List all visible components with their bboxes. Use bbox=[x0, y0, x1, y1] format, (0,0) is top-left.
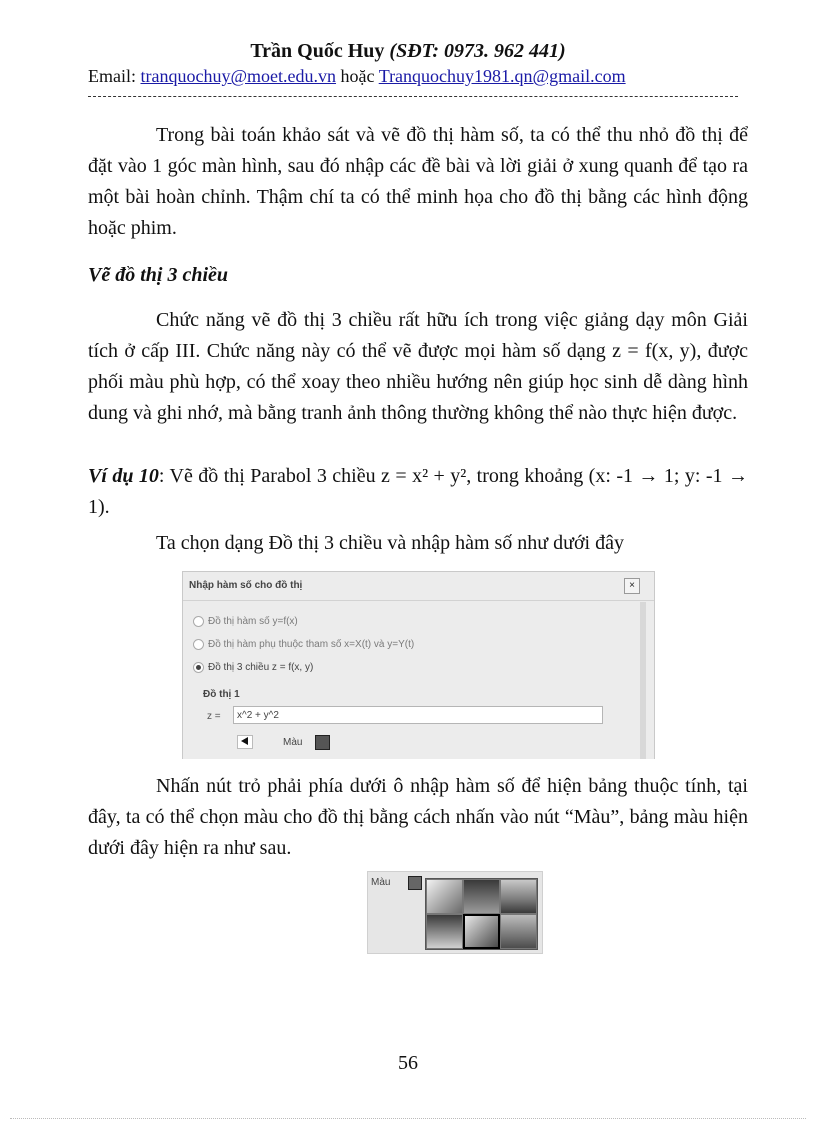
z-label: z = bbox=[207, 711, 221, 722]
radio-checked-icon bbox=[193, 662, 204, 673]
palette-color-label: Màu bbox=[371, 877, 391, 888]
email-or: hoặc bbox=[340, 66, 375, 86]
palette-cell[interactable] bbox=[463, 914, 500, 949]
function-input-dialog bbox=[182, 571, 655, 759]
radio-icon bbox=[193, 639, 204, 650]
radio-option-3d[interactable] bbox=[193, 662, 313, 673]
radio-option-parametric[interactable] bbox=[193, 639, 414, 650]
palette-grid bbox=[425, 878, 538, 950]
color-label: Màu bbox=[283, 737, 303, 748]
paragraph-intro: Trong bài toán khảo sát và vẽ đồ thị hàm số, ta có thể thu nhỏ đồ thị để đặt vào 1 góc màn hình, sau đó nhập các đề bài và lời giải ở xung quanh để tạo ra một bài hoàn chỉnh. Thậm chí ta có thể minh họa cho đồ thị bằng các hình động hoặc phim. bbox=[88, 124, 748, 239]
radio-label: Đồ thị hàm số y=f(x) bbox=[208, 616, 298, 627]
email-link-2[interactable]: Tranquochuy1981.qn@gmail.com bbox=[378, 66, 626, 86]
example-text: : Vẽ đồ thị Parabol 3 chiều z = x² + y², trong khoảng (x: -1 → 1; y: -1 → 1). bbox=[88, 465, 748, 518]
color-palette-popup bbox=[367, 871, 543, 954]
dialog-title: Nhập hàm số cho đồ thị bbox=[189, 580, 303, 591]
color-swatch-button[interactable] bbox=[315, 735, 330, 750]
graph-section-label: Đồ thị 1 bbox=[203, 689, 240, 700]
email-label: Email: bbox=[88, 66, 136, 86]
palette-cell[interactable] bbox=[426, 879, 463, 914]
author-phone: (SĐT: 0973. 962 441) bbox=[389, 40, 566, 62]
function-input[interactable]: x^2 + y^2 bbox=[233, 706, 603, 724]
palette-cell[interactable] bbox=[500, 879, 537, 914]
palette-cell[interactable] bbox=[463, 879, 500, 914]
footer-divider bbox=[10, 1118, 806, 1119]
example-label: Ví dụ 10 bbox=[88, 465, 159, 487]
radio-icon bbox=[193, 616, 204, 627]
email-link-1[interactable]: tranquochuy@moet.edu.vn bbox=[140, 66, 337, 86]
palette-cell[interactable] bbox=[426, 914, 463, 949]
paragraph-example bbox=[88, 461, 748, 523]
palette-swatch[interactable] bbox=[408, 876, 422, 890]
email-line bbox=[88, 66, 748, 87]
section-heading: Vẽ đồ thị 3 chiều bbox=[88, 264, 229, 286]
palette-cell[interactable] bbox=[500, 914, 537, 949]
paragraph-color: Nhấn nút trỏ phải phía dưới ô nhập hàm số để hiện bảng thuộc tính, tại đây, ta có thể chọn màu cho đồ thị bằng cách nhấn vào nút “Màu”, bảng màu hiện dưới đây hiện ra như sau. bbox=[88, 775, 748, 859]
dialog-scrollbar[interactable] bbox=[640, 602, 646, 759]
close-icon[interactable]: × bbox=[624, 578, 640, 594]
radio-label: Đồ thị hàm phụ thuộc tham số x=X(t) và y=Y(t) bbox=[208, 639, 415, 650]
paragraph-instruction: Ta chọn dạng Đồ thị 3 chiều và nhập hàm số như dưới đây bbox=[156, 532, 624, 554]
radio-option-function[interactable] bbox=[193, 616, 298, 627]
triangle-left-icon[interactable] bbox=[237, 735, 253, 749]
author-header bbox=[0, 40, 816, 63]
dialog-title-divider bbox=[183, 600, 654, 601]
paragraph-3d-graph: Chức năng vẽ đồ thị 3 chiều rất hữu ích trong việc giảng dạy môn Giải tích ở cấp III. Chức năng này có thể vẽ được mọi hàm số dạng z = f(x, y), được phối màu phù hợp, có thể xoay theo nhiều hướng nên giúp học sinh dễ dàng hình dung và ghi nhớ, mà bằng tranh ảnh thông thường không thể nào thực hiện được. bbox=[88, 309, 748, 424]
header-divider bbox=[88, 96, 738, 97]
page-number: 56 bbox=[398, 1052, 418, 1074]
author-name: Trần Quốc Huy bbox=[250, 40, 385, 62]
radio-label: Đồ thị 3 chiều z = f(x, y) bbox=[208, 662, 314, 673]
